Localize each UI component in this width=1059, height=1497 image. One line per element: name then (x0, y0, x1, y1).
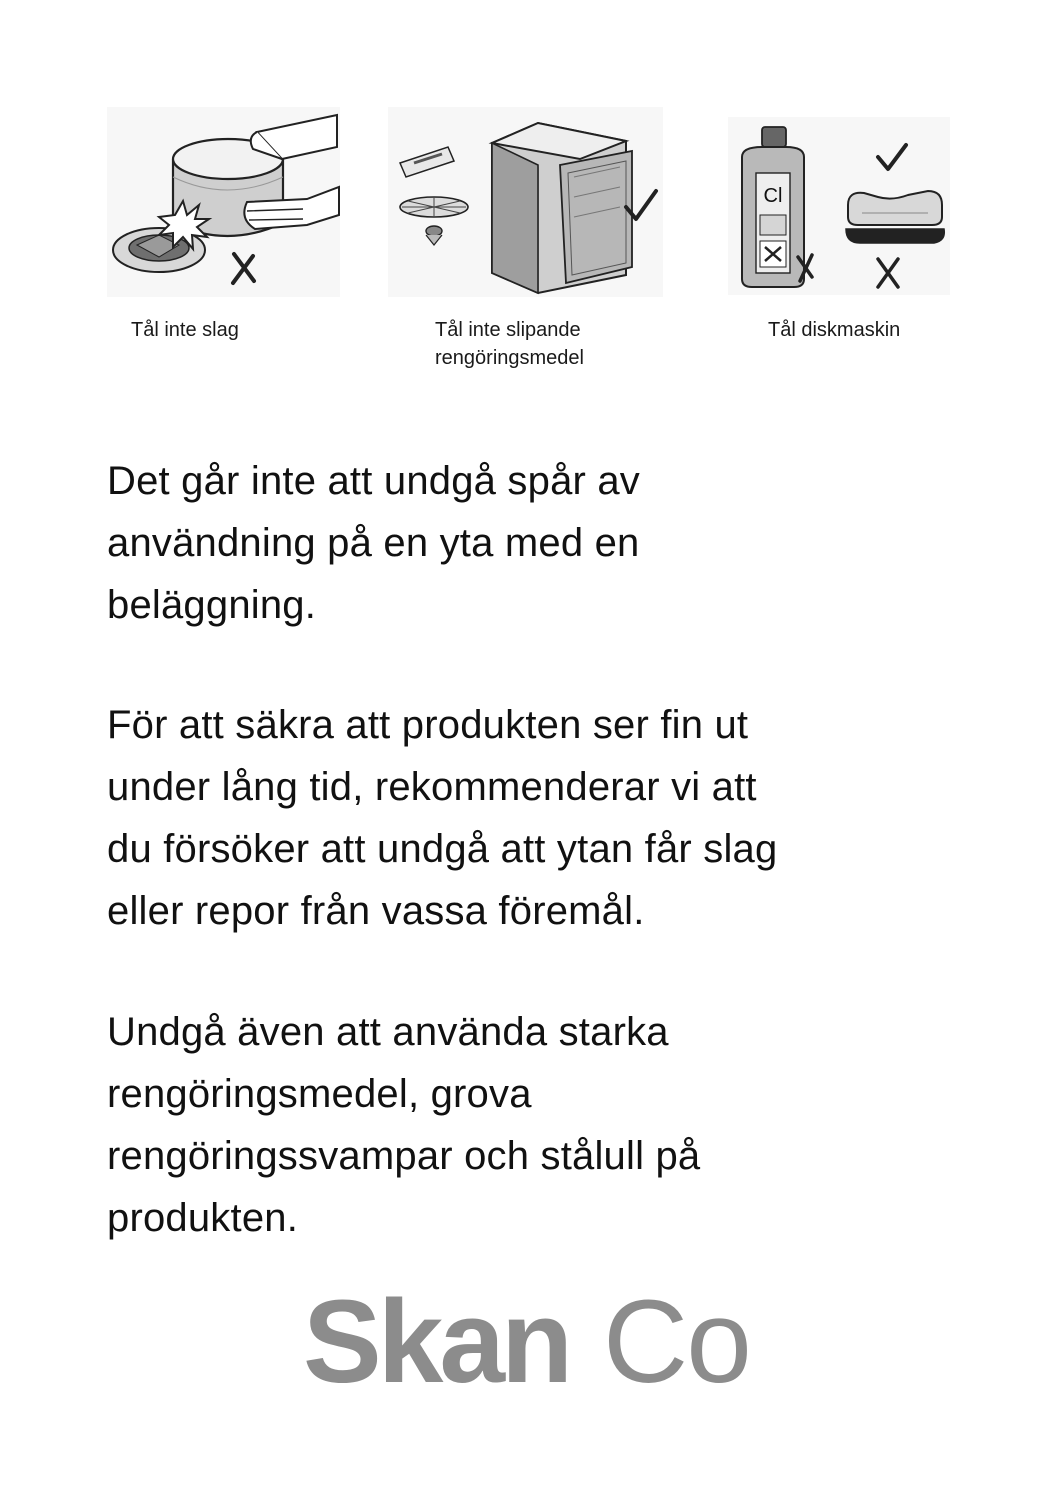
caption-no-abrasive (435, 316, 665, 372)
paragraph-line: Det går inte att undgå spår av (107, 459, 640, 503)
paragraph-line: rengöringsmedel, grova (107, 1072, 532, 1116)
paragraph-line: beläggning. (107, 583, 317, 627)
dishwasher-icon (388, 107, 663, 297)
paragraph-line: produkten. (107, 1196, 299, 1240)
paragraph-cleaning (107, 1001, 967, 1249)
paragraph-line: Undgå även att använda starka (107, 1010, 669, 1054)
paragraph-line: du försöker att undgå att ytan får slag (107, 827, 778, 871)
svg-text:Cl: Cl (763, 185, 783, 207)
paragraph-line: användning på en yta med en (107, 521, 640, 565)
paragraph-line: under lång tid, rekommenderar vi att (107, 765, 757, 809)
caption-no-abrasive-line1: Tål inte slipande (435, 319, 581, 341)
pot-impact-icon (107, 107, 340, 297)
paragraph-care (107, 694, 967, 942)
logo-text-bold: Skan (303, 1284, 570, 1394)
cleaning-products-icon (728, 117, 950, 295)
skanco-logo (303, 1284, 757, 1394)
logo-text-light: Co (603, 1284, 750, 1394)
paragraph-line: eller repor från vassa föremål. (107, 889, 645, 933)
paragraph-wear (107, 450, 967, 636)
caption-dishwasher: Tål diskmaskin (768, 319, 901, 341)
paragraph-line: rengöringssvampar och stålull på (107, 1134, 701, 1178)
caption-no-impact: Tål inte slag (131, 319, 239, 341)
paragraph-line: För att säkra att produkten ser fin ut (107, 703, 749, 747)
caption-no-abrasive-line2: rengöringsmedel (435, 347, 584, 369)
